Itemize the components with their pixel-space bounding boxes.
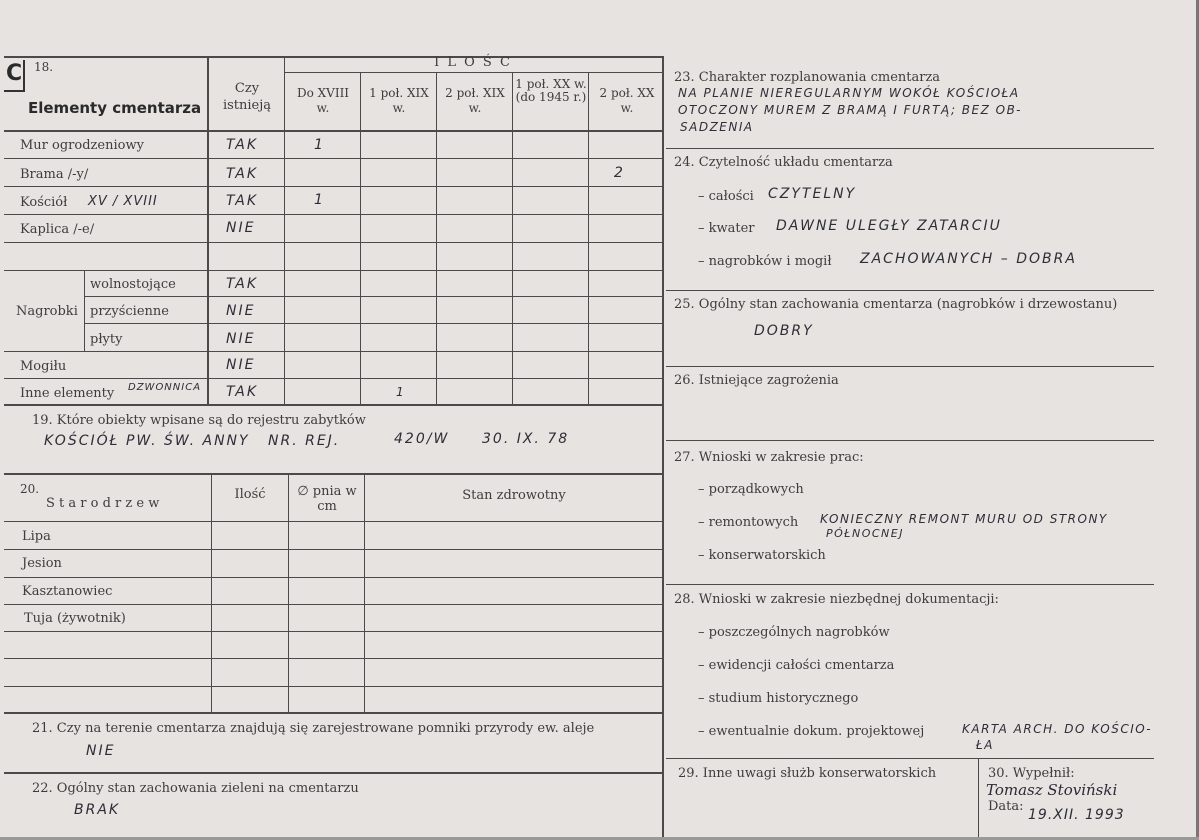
row-wolnostojace: wolnostojące (90, 277, 176, 292)
section-28-c: – studium historycznego (698, 691, 859, 706)
divider (364, 474, 365, 713)
section-23-hw-line1: NA PLANIE NIEREGULARNYM WOKÓŁ KOŚCIOŁA (678, 86, 1020, 100)
section-28-label: 28. Wnioski w zakresie niezbędnej dokumentacji: (674, 592, 999, 607)
section-19-label: 19. Które obiekty wpisane są do rejestru zabytków (32, 413, 366, 428)
row-inne: Inne elementy (20, 386, 115, 401)
kaplica-czy-hw: NIE (226, 220, 256, 236)
divider (211, 474, 212, 713)
divider (360, 72, 361, 405)
divider (284, 56, 285, 405)
tree-lipa: Lipa (22, 529, 51, 544)
divider (436, 72, 437, 405)
divider (662, 56, 664, 840)
divider (4, 351, 662, 352)
divider (4, 521, 662, 522)
divider (288, 474, 289, 713)
section-23-hw-line3: SADZENIA (680, 120, 754, 134)
tree-jesion: Jesion (22, 556, 62, 571)
section-30-label: 30. Wypełnił: (988, 766, 1075, 781)
section-24-b-hw: DAWNE ULEGŁY ZATARCIU (776, 218, 1002, 234)
section-18-title: Elementy cmentarza (28, 99, 202, 117)
inne-note-hw: DZWONNICA (128, 382, 202, 393)
col-do-xviii: Do XVIII w. (296, 86, 350, 115)
section-25-label: 25. Ogólny stan zachowania cmentarza (nagrobków i drzewostanu) (674, 297, 1118, 312)
section-20-number: 20. (20, 482, 40, 496)
col-2pol-xix: 2 poł. XIX w. (445, 86, 505, 115)
divider (4, 270, 662, 271)
divider (207, 56, 209, 405)
section-28-d: – ewentualnie dokum. projektowej (698, 724, 925, 739)
section-21-label: 21. Czy na terenie cmentarza znajdują się zarejestrowane pomniki przyrody ew. aleje (32, 721, 595, 736)
inne-czy-hw: TAK (226, 384, 259, 400)
divider (512, 72, 513, 405)
section-28-a: – poszczególnych nagrobków (698, 625, 890, 640)
divider (666, 366, 1154, 367)
divider (4, 604, 662, 605)
divider (84, 270, 85, 351)
section-24-label: 24. Czytelność układu cmentarza (674, 155, 893, 170)
ilosc-header: I L O Ś C (434, 55, 512, 70)
kosciol-qty-hw: 1 (314, 192, 325, 208)
section-22-hw: BRAK (74, 802, 121, 818)
divider (588, 72, 589, 405)
row-brama: Brama /-y/ (20, 167, 89, 182)
divider (4, 549, 662, 550)
data-label: Data: (988, 799, 1024, 814)
inne-qty-hw: 1 (396, 385, 406, 399)
section-24-c: – nagrobków i mogił (698, 254, 832, 269)
divider (4, 473, 662, 475)
section-19-hw-date: 30. IX. 78 (482, 431, 570, 447)
section-19-hw-number: 420/W (394, 431, 450, 447)
mogilu-czy-hw: NIE (226, 357, 256, 373)
section-24-a: – całości (698, 189, 754, 204)
section-23-hw-line2: OTOCZONY MUREM Z BRAMĄ I FURTĄ; BEZ OB- (678, 103, 1022, 117)
section-25-hw: DOBRY (754, 323, 814, 339)
section-24-a-hw: CZYTELNY (768, 186, 857, 202)
divider (4, 686, 662, 687)
section-26-label: 26. Istniejące zagrożenia (674, 373, 839, 388)
signature: Tomasz Stoviński (986, 781, 1118, 799)
divider (4, 631, 662, 632)
divider (4, 772, 662, 774)
divider (4, 658, 662, 659)
section-29-label: 29. Inne uwagi służb konserwatorskich (678, 766, 937, 781)
section-27-a: – porządkowych (698, 482, 804, 497)
section-20-title: S t a r o d r z e w (46, 496, 160, 511)
section-19-hw-object: KOŚCIÓŁ PW. ŚW. ANNY (44, 433, 250, 449)
section-24-c-hw: ZACHOWANYCH – DOBRA (860, 251, 1077, 267)
section-21-hw: NIE (86, 743, 116, 759)
divider (666, 440, 1154, 441)
row-mogilu: Mogiłu (20, 359, 67, 374)
section-19-hw-nrrej: NR. REJ. (268, 433, 341, 449)
brama-qty-hw: 2 (614, 165, 625, 181)
divider (84, 323, 662, 324)
row-przyscienne: przyścienne (90, 304, 169, 319)
przysc-czy-hw: NIE (226, 303, 256, 319)
divider (4, 577, 662, 578)
section-27-b-hw1: KONIECZNY REMONT MURU OD STRONY (820, 512, 1108, 526)
divider (84, 296, 662, 297)
section-27-b: – remontowych (698, 515, 799, 530)
section-27-b-hw2: PÓŁNOCNEJ (826, 527, 904, 540)
mur-qty-hw: 1 (314, 137, 325, 153)
section-18-number: 18. (34, 60, 54, 74)
row-kosciol: Kościół (20, 195, 68, 210)
section-28-d-hw1: KARTA ARCH. DO KOŚCIO- (962, 722, 1153, 736)
divider (4, 130, 662, 132)
section-letter: C (6, 61, 23, 86)
wolno-czy-hw: TAK (226, 276, 259, 292)
brama-czy-hw: TAK (226, 166, 259, 182)
section-24-b: – kwater (698, 221, 755, 236)
section-28-d-hw2: ŁA (976, 738, 994, 752)
row-plyty: płyty (90, 332, 123, 347)
divider (4, 242, 662, 243)
tree-tuja: Tuja (żywotnik) (24, 611, 126, 626)
row-kaplica: Kaplica /-e/ (20, 222, 95, 237)
mur-czy-hw: TAK (226, 137, 259, 153)
plyty-czy-hw: NIE (226, 331, 256, 347)
section-27-c: – konserwatorskich (698, 548, 826, 563)
divider (4, 712, 662, 714)
tree-kasztanowiec: Kasztanowiec (22, 584, 113, 599)
row-mur: Mur ogrodzeniowy (20, 138, 144, 153)
divider (4, 214, 662, 215)
section-28-b: – ewidencji całości cmentarza (698, 658, 895, 673)
col-1pol-xix: 1 poł. XIX w. (369, 86, 429, 115)
col-1pol-xx: 1 poł. XX w. (do 1945 r.) (515, 77, 587, 104)
col-pnia: ∅ pnia w cm (297, 484, 357, 514)
divider (4, 158, 662, 159)
divider (666, 584, 1154, 585)
czy-istnieja-header: Czy istnieją (222, 81, 272, 113)
divider (284, 72, 662, 73)
section-27-label: 27. Wnioski w zakresie prac: (674, 450, 864, 465)
divider (4, 378, 662, 379)
divider (666, 290, 1154, 291)
kosciol-czy-hw: TAK (226, 193, 259, 209)
section-22-label: 22. Ogólny stan zachowania zieleni na cmentarzu (32, 781, 359, 796)
data-hw: 19.XII. 1993 (1028, 807, 1125, 823)
divider (4, 404, 662, 406)
col-ilosc: Ilość (234, 487, 266, 502)
divider (978, 759, 979, 840)
row-nagrobki: Nagrobki (16, 304, 78, 319)
section-23-label: 23. Charakter rozplanowania cmentarza (674, 70, 941, 85)
col-stan: Stan zdrowotny (462, 488, 566, 503)
divider (666, 758, 1154, 759)
divider (4, 186, 662, 187)
col-2pol-xx: 2 poł. XX w. (599, 86, 655, 115)
divider (666, 148, 1154, 149)
kosciol-date-hw: XV / XVIII (88, 194, 158, 209)
